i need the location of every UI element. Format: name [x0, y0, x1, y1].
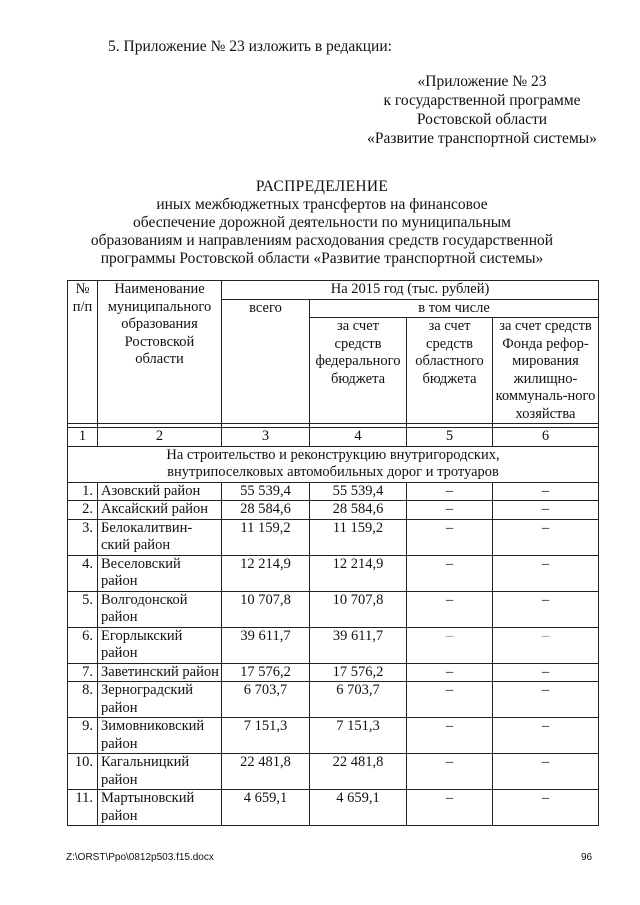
row-regional: – — [407, 663, 493, 682]
row-fund: – — [493, 591, 599, 627]
table-row — [68, 482, 599, 501]
footer-page-number: 96 — [581, 852, 593, 863]
row-number: 8. — [68, 682, 98, 718]
document-title-block — [80, 178, 564, 268]
row-federal: 55 539,4 — [310, 482, 407, 501]
header-federal: за счет средств федерального бюджета — [310, 318, 407, 424]
row-total: 28 584,6 — [222, 501, 310, 520]
row-municipality: Веселовский район — [98, 555, 222, 591]
subtitle-line: программы Ростовской области «Развитие транспортной системы» — [100, 250, 544, 267]
subtitle-line: образованиям и направлениям расходования средств государственной — [90, 232, 554, 249]
header-year: На 2015 год (тыс. рублей) — [222, 281, 599, 300]
row-municipality: Азовский район — [98, 482, 222, 501]
row-number: 1. — [68, 482, 98, 501]
column-number: 1 — [68, 428, 98, 447]
row-fund: – — [493, 501, 599, 520]
row-number: 7. — [68, 663, 98, 682]
table-row — [68, 663, 599, 682]
row-regional: – — [407, 555, 493, 591]
appendix-line: к государственной программе — [383, 92, 581, 109]
header-name: Наименование муниципального образования Ростовской области — [98, 281, 222, 424]
row-municipality: Зерноградский район — [98, 682, 222, 718]
row-number: 6. — [68, 627, 98, 663]
table-row — [68, 501, 599, 520]
row-total: 6 703,7 — [222, 682, 310, 718]
row-total: 4 659,1 — [222, 790, 310, 826]
table-row — [68, 718, 599, 754]
row-fund: – — [493, 519, 599, 555]
row-number: 10. — [68, 754, 98, 790]
row-number: 4. — [68, 555, 98, 591]
section-title: На строительство и реконструкцию внутригородских, внутрипоселковых автомобильных дорог и тротуаров — [68, 446, 599, 482]
appendix-line: «Приложение № 23 — [417, 73, 547, 90]
row-regional: – — [407, 519, 493, 555]
row-federal: 6 703,7 — [310, 682, 407, 718]
row-regional: – — [407, 591, 493, 627]
row-number: 5. — [68, 591, 98, 627]
column-number: 3 — [222, 428, 310, 447]
table-row — [68, 627, 599, 663]
column-number: 6 — [493, 428, 599, 447]
table-row — [68, 591, 599, 627]
row-municipality: Заветинский район — [98, 663, 222, 682]
document-title: РАСПРЕДЕЛЕНИЕ — [255, 178, 389, 195]
header-including: в том числе — [310, 299, 599, 318]
row-federal: 28 584,6 — [310, 501, 407, 520]
appendix-line: Ростовской области — [416, 111, 548, 128]
header-total: всего — [222, 299, 310, 424]
row-total: 39 611,7 — [222, 627, 310, 663]
table-row — [68, 754, 599, 790]
row-federal: 11 159,2 — [310, 519, 407, 555]
row-total: 22 481,8 — [222, 754, 310, 790]
row-regional: – — [407, 790, 493, 826]
row-fund: – — [493, 718, 599, 754]
row-number: 2. — [68, 501, 98, 520]
row-regional: – — [407, 682, 493, 718]
table-row — [68, 682, 599, 718]
row-federal: 7 151,3 — [310, 718, 407, 754]
row-total: 11 159,2 — [222, 519, 310, 555]
row-number: 3. — [68, 519, 98, 555]
row-regional: – — [407, 718, 493, 754]
section-row — [68, 446, 599, 482]
row-fund: – — [493, 790, 599, 826]
row-total: 12 214,9 — [222, 555, 310, 591]
row-total: 10 707,8 — [222, 591, 310, 627]
row-municipality: Белокалитвин-ский район — [98, 519, 222, 555]
row-regional: – — [407, 754, 493, 790]
column-number: 2 — [98, 428, 222, 447]
table-row — [68, 519, 599, 555]
table-row — [68, 790, 599, 826]
row-fund: – — [493, 482, 599, 501]
footer-file-path: Z:\ORST\Ppo\0812p503.f15.docx — [66, 852, 214, 863]
distribution-table — [67, 280, 599, 826]
subtitle-line: иных межбюджетных трансфертов на финансовое — [156, 196, 488, 213]
row-total: 7 151,3 — [222, 718, 310, 754]
row-number: 11. — [68, 790, 98, 826]
header-row-1 — [68, 281, 599, 300]
row-municipality: Мартыновский район — [98, 790, 222, 826]
row-municipality: Волгодонской район — [98, 591, 222, 627]
row-fund: – — [493, 627, 599, 663]
row-number: 9. — [68, 718, 98, 754]
row-federal: 22 481,8 — [310, 754, 407, 790]
row-municipality: Кагальницкий район — [98, 754, 222, 790]
row-federal: 10 707,8 — [310, 591, 407, 627]
row-fund: – — [493, 682, 599, 718]
row-municipality: Зимовниковский район — [98, 718, 222, 754]
column-number: 4 — [310, 428, 407, 447]
appendix-header — [360, 72, 604, 148]
row-municipality: Аксайский район — [98, 501, 222, 520]
subtitle-line: обеспечение дорожной деятельности по муниципальным — [133, 214, 511, 231]
row-federal: 17 576,2 — [310, 663, 407, 682]
row-regional: – — [407, 627, 493, 663]
table-row — [68, 555, 599, 591]
intro-line: 5. Приложение № 23 изложить в редакции: — [108, 38, 392, 55]
row-fund: – — [493, 555, 599, 591]
header-num: № п/п — [68, 281, 98, 424]
appendix-line: «Развитие транспортной системы» — [367, 130, 597, 147]
row-fund: – — [493, 754, 599, 790]
row-municipality: Егорлыкский район — [98, 627, 222, 663]
row-regional: – — [407, 501, 493, 520]
row-federal: 4 659,1 — [310, 790, 407, 826]
header-regional: за счет средств областного бюджета — [407, 318, 493, 424]
row-regional: – — [407, 482, 493, 501]
row-federal: 12 214,9 — [310, 555, 407, 591]
row-fund: – — [493, 663, 599, 682]
row-federal: 39 611,7 — [310, 627, 407, 663]
column-number: 5 — [407, 428, 493, 447]
row-total: 17 576,2 — [222, 663, 310, 682]
header-fund: за счет средств Фонда рефор-мирования жилищно-коммуналь-ного хозяйства — [493, 318, 599, 424]
row-total: 55 539,4 — [222, 482, 310, 501]
column-number-row — [68, 428, 599, 447]
